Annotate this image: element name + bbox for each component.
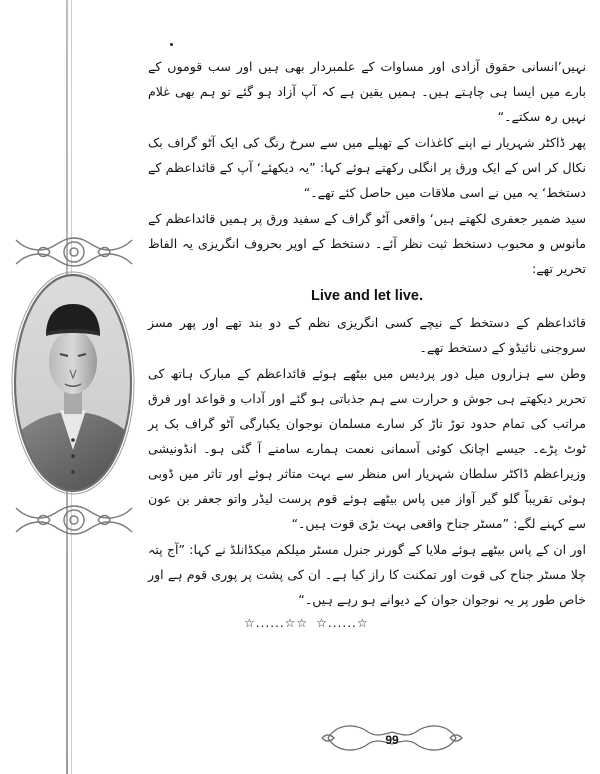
paragraph-5: وطن سے ہزاروں میل دور پردیس میں بیٹھے ہوئے قائداعظم کے مبارک ہاتھ کی تحریر دیکھتے ہی جوش و حرارت سے ہم جذباتی ہو گئے اور آداب و قواعد اور فرق مراتب کی تمام حدود توڑ تاڑ کر سارے مسلمان نوجوان یکبارگی آٹو گراف بک پر ٹوٹ پڑے۔ جیسے اچانک کوئی آسمانی نعمت ہمارے سامنے آ گئی ہو۔ انڈونیشی وزیراعظم ڈاکٹر سلطان شہریار اس منظر سے بہت متاثر ہوئے اور تاثر میں ڈوبی ہوئی تقریباً گلو گیر آواز میں پاس بیٹھے ہوئے قوم پرست لیڈر واتو جعفر بن عون سے کہنے لگے: ”مسٹر جناح واقعی بہت بڑی قوت ہیں۔“ xyxy=(148,366,586,531)
paragraph-4: قائداعظم کے دستخط کے نیچے کسی انگریزی نظم کے دو بند تھے اور پھر مسز سروجنی نائیڈو کے دستخط تھے۔ xyxy=(148,315,586,355)
urdu-text-body xyxy=(148,54,586,634)
paragraph-1: نہیں’انسانی حقوق آزادی اور مساوات کے علمبردار بھی ہیں اور سب قوموں کے بارے میں ایسا ہی چاہتے ہیں۔ ہمیں یقین ہے کہ آپ آزاد ہو گئے تو ہم بھی غلام نہیں رہ سکتے۔“ xyxy=(148,59,586,124)
stars-group-left: ☆......☆☆ xyxy=(244,616,309,630)
page-number: 99 xyxy=(385,733,399,747)
scroll-ornament-bottom xyxy=(10,498,138,542)
stars-group-right: ☆......☆ xyxy=(316,616,369,630)
paragraph-3: سید ضمیر جعفری لکھتے ہیں‘ واقعی آٹو گراف کے سفید ورق پر ہمیں قائداعظم کے مانوس و محبوب دستخط ثبت نظر آئے۔ دستخط کے اوپر بحروف انگریزی یہ الفاظ تحریر تھے: xyxy=(148,211,586,276)
portrait-image xyxy=(10,270,136,496)
section-end-stars xyxy=(148,612,586,634)
paragraph-6: اور ان کے پاس بیٹھے ہوئے ملایا کے گورنر جنرل مسٹر میلکم میکڈانلڈ نے کہا: ”آج پتہ چلا مسٹر جناح کی قوت اور تمکنت کا راز کیا ہے۔ ان کی پشت پر پوری قوم ہے اور خاص طور پر یہ نوجوان جوان کے دیوانے ہو رہے ہیں۔“ xyxy=(148,542,586,607)
paragraph-2: پھر ڈاکٹر شہریار نے اپنے کاغذات کے تھیلے میں سے سرخ رنگ کی ایک آٹو گراف بک نکال کر اس کے ایک ورق پر انگلی رکھتے ہوئے کہا: ”یہ دیکھئے‘ آپ کے قائداعظم کے دستخط‘ یہ میں نے اسی ملاقات میں حاصل کئے تھے۔“ xyxy=(148,135,586,200)
ink-dot xyxy=(170,43,173,46)
scroll-ornament-top xyxy=(10,230,138,274)
english-quote: Live and let live. xyxy=(310,288,423,304)
